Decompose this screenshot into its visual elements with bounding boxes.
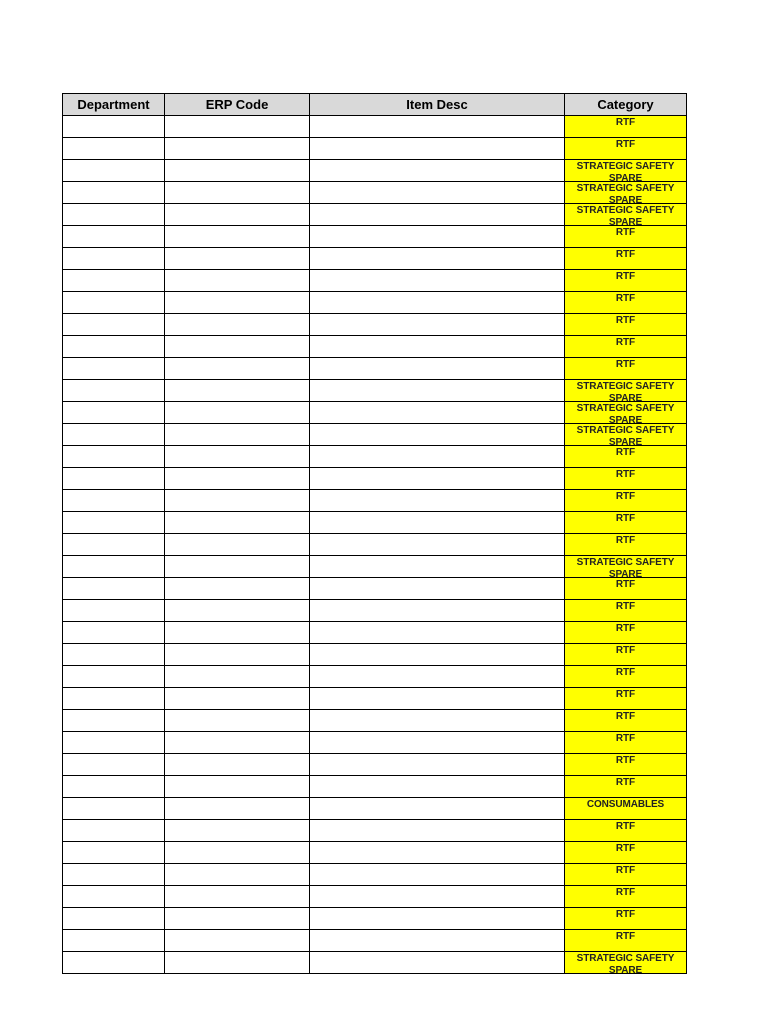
category-label: RTF: [615, 535, 636, 546]
erp-code-cell[interactable]: [165, 226, 310, 248]
erp-code-cell[interactable]: [165, 908, 310, 930]
table-row: [63, 336, 687, 358]
department-cell[interactable]: [63, 600, 165, 622]
table-row: [63, 600, 687, 622]
category-cell[interactable]: [565, 270, 687, 292]
category-cell[interactable]: [565, 732, 687, 754]
department-cell[interactable]: [63, 512, 165, 534]
erp-code-cell[interactable]: [165, 160, 310, 182]
erp-code-cell[interactable]: [165, 820, 310, 842]
erp-code-cell[interactable]: [165, 556, 310, 578]
category-label: RTF: [615, 711, 636, 722]
category-label: RTF: [615, 645, 636, 656]
category-cell[interactable]: [565, 930, 687, 952]
category-cell[interactable]: [565, 908, 687, 930]
table-row: [63, 424, 687, 446]
item-desc-cell[interactable]: [310, 270, 565, 292]
item-desc-cell[interactable]: [310, 380, 565, 402]
item-desc-cell[interactable]: [310, 248, 565, 270]
item-desc-cell[interactable]: [310, 578, 565, 600]
category-label: RTF: [615, 249, 636, 260]
erp-code-cell[interactable]: [165, 842, 310, 864]
table-body: [63, 116, 687, 974]
header-row: [63, 94, 687, 116]
department-cell[interactable]: [63, 160, 165, 182]
category-label: RTF: [615, 601, 636, 612]
category-label: STRATEGIC SAFETY SPARE: [576, 953, 675, 973]
table-row: [63, 160, 687, 182]
table-row: [63, 776, 687, 798]
item-desc-cell[interactable]: [310, 336, 565, 358]
department-cell[interactable]: [63, 226, 165, 248]
department-cell[interactable]: [63, 336, 165, 358]
table-row: [63, 204, 687, 226]
erp-code-cell[interactable]: [165, 248, 310, 270]
table-row: [63, 248, 687, 270]
erp-code-cell[interactable]: [165, 710, 310, 732]
table-row: [63, 622, 687, 644]
erp-code-cell[interactable]: [165, 490, 310, 512]
category-cell[interactable]: [565, 644, 687, 666]
department-cell[interactable]: [63, 138, 165, 160]
item-desc-cell[interactable]: [310, 820, 565, 842]
category-cell[interactable]: [565, 556, 687, 578]
table-row: [63, 886, 687, 908]
department-cell[interactable]: [63, 644, 165, 666]
item-desc-cell[interactable]: [310, 930, 565, 952]
table-row: [63, 182, 687, 204]
table-row: [63, 358, 687, 380]
erp-code-cell[interactable]: [165, 358, 310, 380]
erp-code-cell[interactable]: [165, 424, 310, 446]
department-cell[interactable]: [63, 622, 165, 644]
category-label: STRATEGIC SAFETY SPARE: [576, 161, 675, 181]
category-label: RTF: [615, 579, 636, 590]
category-label: STRATEGIC SAFETY SPARE: [576, 205, 675, 225]
category-cell[interactable]: [565, 886, 687, 908]
department-cell[interactable]: [63, 798, 165, 820]
category-label: RTF: [615, 887, 636, 898]
category-cell[interactable]: [565, 380, 687, 402]
table-row: [63, 710, 687, 732]
category-cell[interactable]: [565, 358, 687, 380]
department-cell[interactable]: [63, 930, 165, 952]
category-cell[interactable]: [565, 534, 687, 556]
item-desc-cell[interactable]: [310, 864, 565, 886]
department-cell[interactable]: [63, 424, 165, 446]
category-label: RTF: [615, 821, 636, 832]
category-cell[interactable]: [565, 622, 687, 644]
category-cell[interactable]: [565, 402, 687, 424]
erp-code-cell[interactable]: [165, 886, 310, 908]
item-desc-cell[interactable]: [310, 226, 565, 248]
item-desc-cell[interactable]: [310, 622, 565, 644]
department-cell[interactable]: [63, 886, 165, 908]
erp-code-cell[interactable]: [165, 930, 310, 952]
item-desc-cell[interactable]: [310, 512, 565, 534]
table-row: [63, 908, 687, 930]
category-label: RTF: [615, 513, 636, 524]
table-row: [63, 930, 687, 952]
category-cell[interactable]: [565, 688, 687, 710]
table-row: [63, 798, 687, 820]
erp-code-cell[interactable]: [165, 754, 310, 776]
category-label: RTF: [615, 337, 636, 348]
item-desc-cell[interactable]: [310, 402, 565, 424]
table-row: [63, 446, 687, 468]
department-cell[interactable]: [63, 688, 165, 710]
category-label: RTF: [615, 689, 636, 700]
department-cell[interactable]: [63, 402, 165, 424]
table-row: [63, 732, 687, 754]
erp-code-cell[interactable]: [165, 138, 310, 160]
erp-code-cell[interactable]: [165, 468, 310, 490]
category-label: RTF: [615, 139, 636, 150]
erp-code-cell[interactable]: [165, 952, 310, 974]
category-label: STRATEGIC SAFETY SPARE: [576, 381, 675, 401]
item-desc-cell[interactable]: [310, 776, 565, 798]
erp-code-cell[interactable]: [165, 600, 310, 622]
header-erp-code[interactable]: ERP Code: [165, 94, 310, 116]
category-cell[interactable]: [565, 952, 687, 974]
item-desc-cell[interactable]: [310, 116, 565, 138]
department-cell[interactable]: [63, 380, 165, 402]
category-label: STRATEGIC SAFETY SPARE: [576, 183, 675, 203]
erp-code-cell[interactable]: [165, 534, 310, 556]
category-cell[interactable]: [565, 468, 687, 490]
category-cell[interactable]: [565, 512, 687, 534]
category-label: RTF: [615, 271, 636, 282]
category-cell[interactable]: [565, 776, 687, 798]
category-cell[interactable]: [565, 314, 687, 336]
erp-code-cell[interactable]: [165, 402, 310, 424]
erp-code-cell[interactable]: [165, 182, 310, 204]
category-cell[interactable]: [565, 490, 687, 512]
category-cell[interactable]: [565, 248, 687, 270]
department-cell[interactable]: [63, 270, 165, 292]
category-cell[interactable]: [565, 116, 687, 138]
category-label: RTF: [615, 667, 636, 678]
item-desc-cell[interactable]: [310, 314, 565, 336]
department-cell[interactable]: [63, 666, 165, 688]
department-cell[interactable]: [63, 182, 165, 204]
category-cell[interactable]: [565, 710, 687, 732]
category-label: RTF: [615, 777, 636, 788]
category-label: RTF: [615, 359, 636, 370]
erp-code-cell[interactable]: [165, 380, 310, 402]
header-department[interactable]: Department: [63, 94, 165, 116]
category-label: RTF: [615, 315, 636, 326]
item-desc-cell[interactable]: [310, 468, 565, 490]
category-cell[interactable]: [565, 182, 687, 204]
erp-code-cell[interactable]: [165, 644, 310, 666]
department-cell[interactable]: [63, 842, 165, 864]
item-desc-cell[interactable]: [310, 754, 565, 776]
table-row: [63, 226, 687, 248]
table-row: [63, 820, 687, 842]
item-desc-cell[interactable]: [310, 424, 565, 446]
item-desc-cell[interactable]: [310, 952, 565, 974]
table-row: [63, 952, 687, 974]
table-row: [63, 468, 687, 490]
item-desc-cell[interactable]: [310, 710, 565, 732]
erp-code-cell[interactable]: [165, 666, 310, 688]
department-cell[interactable]: [63, 556, 165, 578]
table-row: [63, 666, 687, 688]
table-row: [63, 512, 687, 534]
erp-code-cell[interactable]: [165, 688, 310, 710]
category-label: RTF: [615, 733, 636, 744]
department-cell[interactable]: [63, 116, 165, 138]
item-desc-cell[interactable]: [310, 182, 565, 204]
department-cell[interactable]: [63, 908, 165, 930]
item-desc-cell[interactable]: [310, 556, 565, 578]
erp-code-cell[interactable]: [165, 512, 310, 534]
item-desc-cell[interactable]: [310, 842, 565, 864]
table-row: [63, 578, 687, 600]
category-cell[interactable]: [565, 160, 687, 182]
erp-code-cell[interactable]: [165, 116, 310, 138]
category-cell[interactable]: [565, 820, 687, 842]
category-cell[interactable]: [565, 578, 687, 600]
department-cell[interactable]: [63, 204, 165, 226]
category-cell[interactable]: [565, 798, 687, 820]
table-row: [63, 534, 687, 556]
table-row: [63, 842, 687, 864]
department-cell[interactable]: [63, 292, 165, 314]
item-desc-cell[interactable]: [310, 666, 565, 688]
category-label: RTF: [615, 469, 636, 480]
category-cell[interactable]: [565, 138, 687, 160]
table-row: [63, 688, 687, 710]
erp-code-cell[interactable]: [165, 732, 310, 754]
category-cell[interactable]: [565, 600, 687, 622]
erp-code-cell[interactable]: [165, 864, 310, 886]
erp-code-cell[interactable]: [165, 292, 310, 314]
table-row: [63, 644, 687, 666]
table-row: [63, 556, 687, 578]
header-item-desc[interactable]: Item Desc: [310, 94, 565, 116]
department-cell[interactable]: [63, 820, 165, 842]
header-category[interactable]: Category: [565, 94, 687, 116]
erp-code-cell[interactable]: [165, 270, 310, 292]
department-cell[interactable]: [63, 952, 165, 974]
department-cell[interactable]: [63, 534, 165, 556]
table-row: [63, 864, 687, 886]
erp-code-cell[interactable]: [165, 798, 310, 820]
table-row: [63, 754, 687, 776]
item-desc-cell[interactable]: [310, 204, 565, 226]
category-cell[interactable]: [565, 336, 687, 358]
category-label: STRATEGIC SAFETY SPARE: [576, 403, 675, 423]
department-cell[interactable]: [63, 732, 165, 754]
category-label: RTF: [615, 293, 636, 304]
department-cell[interactable]: [63, 248, 165, 270]
item-desc-cell[interactable]: [310, 358, 565, 380]
category-cell[interactable]: [565, 864, 687, 886]
department-cell[interactable]: [63, 490, 165, 512]
table-row: [63, 314, 687, 336]
category-cell[interactable]: [565, 292, 687, 314]
category-cell[interactable]: [565, 446, 687, 468]
item-desc-cell[interactable]: [310, 688, 565, 710]
category-label: RTF: [615, 117, 636, 128]
item-desc-cell[interactable]: [310, 292, 565, 314]
category-label: RTF: [615, 843, 636, 854]
table-row: [63, 490, 687, 512]
category-cell[interactable]: [565, 754, 687, 776]
category-cell[interactable]: [565, 666, 687, 688]
category-label: RTF: [615, 227, 636, 238]
category-label: RTF: [615, 931, 636, 942]
department-cell[interactable]: [63, 776, 165, 798]
item-desc-cell[interactable]: [310, 534, 565, 556]
item-desc-cell[interactable]: [310, 446, 565, 468]
department-cell[interactable]: [63, 314, 165, 336]
item-desc-cell[interactable]: [310, 798, 565, 820]
erp-code-cell[interactable]: [165, 622, 310, 644]
item-desc-cell[interactable]: [310, 908, 565, 930]
item-desc-cell[interactable]: [310, 490, 565, 512]
table-row: [63, 380, 687, 402]
category-cell[interactable]: [565, 226, 687, 248]
category-label: RTF: [615, 909, 636, 920]
category-label: RTF: [615, 865, 636, 876]
table-row: [63, 292, 687, 314]
category-cell[interactable]: [565, 424, 687, 446]
table-row: [63, 116, 687, 138]
table-row: [63, 138, 687, 160]
item-desc-cell[interactable]: [310, 160, 565, 182]
category-label: RTF: [615, 447, 636, 458]
department-cell[interactable]: [63, 864, 165, 886]
erp-code-cell[interactable]: [165, 204, 310, 226]
item-desc-cell[interactable]: [310, 600, 565, 622]
category-label: STRATEGIC SAFETY SPARE: [576, 557, 675, 577]
item-desc-cell[interactable]: [310, 886, 565, 908]
department-cell[interactable]: [63, 468, 165, 490]
department-cell[interactable]: [63, 754, 165, 776]
item-desc-cell[interactable]: [310, 644, 565, 666]
erp-code-cell[interactable]: [165, 776, 310, 798]
category-label: STRATEGIC SAFETY SPARE: [576, 425, 675, 445]
item-desc-cell[interactable]: [310, 138, 565, 160]
table-row: [63, 270, 687, 292]
category-cell[interactable]: [565, 204, 687, 226]
erp-code-cell[interactable]: [165, 578, 310, 600]
department-cell[interactable]: [63, 710, 165, 732]
item-desc-cell[interactable]: [310, 732, 565, 754]
erp-code-cell[interactable]: [165, 314, 310, 336]
department-cell[interactable]: [63, 578, 165, 600]
erp-code-cell[interactable]: [165, 336, 310, 358]
department-cell[interactable]: [63, 446, 165, 468]
inventory-table: [62, 93, 687, 974]
department-cell[interactable]: [63, 358, 165, 380]
erp-code-cell[interactable]: [165, 446, 310, 468]
category-cell[interactable]: [565, 842, 687, 864]
category-label: RTF: [615, 755, 636, 766]
category-label: RTF: [615, 491, 636, 502]
category-label: CONSUMABLES: [586, 799, 665, 810]
category-label: RTF: [615, 623, 636, 634]
table-row: [63, 402, 687, 424]
